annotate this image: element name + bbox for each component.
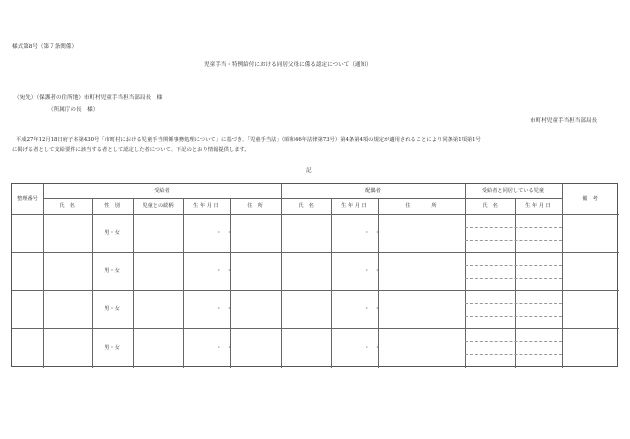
col-divider xyxy=(183,198,184,368)
row-birth-dots: ・ ・ xyxy=(216,230,232,236)
row-divider xyxy=(12,214,619,215)
row-birth-dots: ・ ・ xyxy=(216,306,232,312)
document-title: 児童手当・特例給付における同居父母に係る認定について（通知） xyxy=(204,62,372,68)
subheader-jukyusha-relation: 児童との続柄 xyxy=(142,203,174,209)
body-text-line-2: に掲げる者として支給要件に該当する者として認定した者について、下記のとおり情報提供します。 xyxy=(12,147,250,153)
subheader-jido-name: 氏 名 xyxy=(482,203,498,209)
header-seiri-bango: 整理番号 xyxy=(17,196,38,202)
child-subrow-divider xyxy=(465,341,562,342)
header-doukyo-jido: 受給者と同居している児童 xyxy=(481,188,545,194)
row-spouse-birth-dots: ・ ・ xyxy=(364,268,380,274)
subheader-jido-birthdate: 生 年 月 日 xyxy=(525,203,551,209)
subheader-jukyusha-gender: 性 別 xyxy=(104,203,120,209)
row-divider xyxy=(43,198,562,199)
body-text-line-1: 平成27年12月18日府子本第430号「市町村における児童手当関係事務処理について」に基づき、「児童手当法」（昭和46年法律第73号）第4条第4項の規定が適用されることにより同条第1項第1号 xyxy=(16,137,481,143)
row-birth-dots: ・ ・ xyxy=(216,345,232,351)
info-table xyxy=(11,183,618,367)
row-spouse-birth-dots: ・ ・ xyxy=(364,306,380,312)
row-spouse-birth-dots: ・ ・ xyxy=(364,345,380,351)
col-divider xyxy=(515,198,516,368)
row-gender: 男・女 xyxy=(104,268,120,274)
col-divider xyxy=(378,198,379,368)
col-divider xyxy=(281,184,282,368)
subheader-haigusha-name: 氏 名 xyxy=(298,203,314,209)
child-subrow-divider xyxy=(465,354,562,355)
child-subrow-divider xyxy=(465,240,562,241)
child-subrow-divider xyxy=(465,278,562,279)
row-gender: 男・女 xyxy=(104,306,120,312)
header-haigusha: 配偶者 xyxy=(365,188,381,194)
subheader-haigusha-address: 住 所 xyxy=(405,203,437,209)
sender: 市町村児童手当担当部局長 xyxy=(530,118,598,124)
header-jukyusha: 受給者 xyxy=(154,188,170,194)
child-subrow-divider xyxy=(465,227,562,228)
subheader-jukyusha-birthdate: 生 年 月 日 xyxy=(193,203,219,209)
header-biko: 備 考 xyxy=(582,196,598,202)
col-divider xyxy=(230,198,231,368)
row-birth-dots: ・ ・ xyxy=(216,268,232,274)
subheader-haigusha-birthdate: 生 年 月 日 xyxy=(341,203,367,209)
row-spouse-birth-dots: ・ ・ xyxy=(364,230,380,236)
row-divider xyxy=(12,290,619,291)
addressee-sub-line: （所属庁の長 様） xyxy=(48,107,99,113)
row-gender: 男・女 xyxy=(104,345,120,351)
subheader-jukyusha-name: 氏 名 xyxy=(59,203,75,209)
subheader-jukyusha-address: 住 所 xyxy=(247,203,263,209)
col-divider xyxy=(92,198,93,368)
col-divider xyxy=(43,184,44,368)
child-subrow-divider xyxy=(465,303,562,304)
row-gender: 男・女 xyxy=(104,230,120,236)
form-number: 様式第8号（第７条関係） xyxy=(12,44,78,50)
child-subrow-divider xyxy=(465,316,562,317)
col-divider xyxy=(133,198,134,368)
child-subrow-divider xyxy=(465,265,562,266)
row-divider xyxy=(12,328,619,329)
addressee-line: （宛先）（保護者の住所地）市町村児童手当担当部局長 様 xyxy=(14,95,163,101)
col-divider xyxy=(562,184,563,368)
ki-label: 記 xyxy=(306,168,312,174)
row-divider xyxy=(12,252,619,253)
col-divider xyxy=(331,198,332,368)
